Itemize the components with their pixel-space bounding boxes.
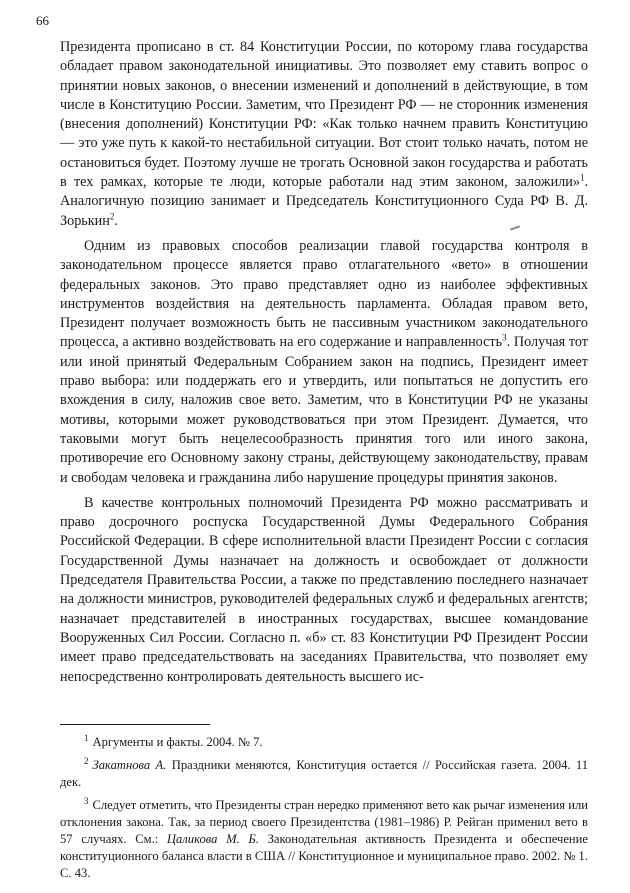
paragraph-3-text: В качестве контрольных полномочий Президента РФ можно рассматривать и право досрочного роспуска Государственной Думы Федерального Собрания Российской Федерации. В сфере исполнительной власти Президент России с согласия Государственной Думы назначает на должность и освобождает от должности Председателя Правительства России, а также по представлению последнего назначает на должности министров, руководителей федеральных служб и федеральных агентств; назначает представителей в иностранных государствах, высшее командование Вооруженных Сил России. Согласно п. «б» ст. 83 Конституции РФ Президент России имеет право председательствовать на заседаниях Правительства, что позволяет ему непосредственно контролировать деятельность высшего ис- (60, 494, 588, 685)
paragraph-2-text-a: Одним из правовых способов реализации главой государства контроля в законодательном процессе является право отлагательного «вето» в отношении федеральных законов. Это право представляет одно из наиболее эффективных инструментов воздействия на деятельность парламента. Обладая правом вето, Президент получает возможность быть не пассивным участником законодательного процесса, а активно воздействовать на его содержание и направленность (60, 237, 588, 351)
paragraph-1 (60, 38, 588, 231)
paragraph-1-text-b: . Аналогичную позицию занимает и Председатель Конституционного Суда РФ В. Д. Зорькин (60, 174, 588, 229)
footnote-3-mark: 3 (84, 795, 89, 806)
footnote-3 (60, 797, 588, 882)
main-text (60, 38, 588, 687)
footnote-2-mark: 2 (84, 755, 89, 766)
paragraph-1-text-a: Президента прописано в ст. 84 Конституции России, по которому глава государства обладает правом законодательной инициативы. Это позволяет ему ставить вопрос о принятии новых законов, о внесении изменений и дополнений в действующие, в том числе в Конституцию России. Заметим, что Президент РФ — не сторонник изменения (внесения дополнений) Конституции РФ: «Как только начнем править Конституцию — это уже путь к какой-то нестабильной ситуации. Вот стоит только начать, потом не остановиться будет. Поэтому лучше не трогать Основной закон государства и работать в тех рамках, которые те люди, которые работали над этим законом, заложили» (60, 39, 588, 191)
footnote-1-mark: 1 (84, 732, 89, 743)
paragraph-1-text-c: . (114, 212, 118, 229)
footnote-ref-3[interactable]: 3 (502, 332, 507, 343)
footnote-1 (60, 734, 588, 751)
paragraph-3 (60, 494, 588, 687)
footnote-1-text: Аргументы и факты. 2004. № 7. (92, 735, 263, 749)
page-number: 66 (36, 13, 49, 28)
footnote-3-text-a: Следует отметить, что Президенты стран нередко применяют вето как рычаг изменения или отклонения закона. Так, за период своего Президентства (1981–1986) Р. Рейган применил вето в 57 случаях. См.: (60, 798, 588, 846)
footnote-2-text: Праздники меняются, Конституция остается // Российская газета. 2004. 11 дек. (60, 758, 589, 789)
footnote-separator (60, 724, 210, 725)
footnote-2-author: Закатнова А. (92, 758, 167, 772)
paragraph-2 (60, 237, 588, 488)
footnote-ref-2[interactable]: 2 (109, 210, 115, 221)
footnote-3-author: Цаликова М. Б. (166, 832, 259, 846)
footnote-ref-1[interactable]: 1 (579, 172, 585, 183)
paragraph-2-text-b: . Получая тот или иной принятый Федеральным Собранием закон на подпись, Президент имеет право выбора: или поддержать его и утвердить, или попытаться не допустить его вхождения в силу, наложив свое вето. Заметим, что в Конституции РФ не указаны мотивы, которыми может руководствоваться при этом Президент. Думается, что таковыми могут быть нецелесообразность принятия того или иного закона, противоречие его Основному закону страны, действующему законодательству, правам и свободам человека и гражданина либо нарушение процедуры принятия законов. (60, 334, 589, 486)
footnote-3-text-b: Законодательная активность Президента и обеспечение конституционного баланса власти в США // Конституционное и муниципальное право. 2002. № 1. С. 43. (60, 832, 588, 880)
footnotes (60, 734, 588, 888)
footnote-2 (60, 757, 588, 791)
